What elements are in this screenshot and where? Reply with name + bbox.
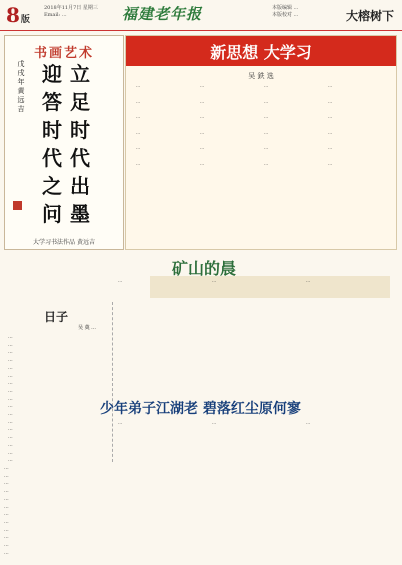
calligraphy-box: [4, 35, 124, 250]
article-2-headline: 少年弟子江湖老 碧落红尘原何寥: [100, 401, 301, 417]
column-name: 大榕树下: [345, 9, 394, 23]
article-2-col-3: ...: [306, 421, 311, 426]
seal-icon: [13, 201, 22, 210]
calligraphy-lines: [11, 60, 117, 226]
study-poster: [125, 35, 397, 250]
article-1: [118, 278, 398, 398]
editor-info: 本版编辑 ... 本版校对 ...: [272, 5, 299, 18]
calligraphy-line-2: 迎答时代之问: [42, 62, 62, 226]
poem-title: 日子: [44, 310, 69, 324]
article-1-col-1: ...: [118, 279, 123, 284]
poster-text: ... ... ... ... ... ... ... ... ... ... ... ... ... ... ... ... ... ... ... ... ... ... ... ...: [136, 84, 333, 167]
article-2-col-2: ...: [212, 421, 217, 426]
calligraphy-title: 书画艺术: [33, 46, 94, 61]
article-2-col-1: ...: [118, 421, 123, 426]
calligraphy-caption: 大学习书法作品 黄远吉: [33, 239, 95, 246]
poem-author: 吴 奠 ...: [78, 325, 96, 331]
article-2: [118, 420, 398, 562]
poster-subtitle: 吴 鉄 选: [248, 72, 274, 80]
article-1-col-3: ...: [306, 279, 311, 284]
newspaper-name: 福建老年报: [122, 5, 203, 23]
section-title: 矿山的晨: [172, 259, 237, 278]
calligraphy-side-text: 戊戌年黄远吉: [17, 60, 25, 113]
poem-body: ... ... ... ... ... ... ... ... ... ... ... ... ... ... ... ... ...: [8, 334, 13, 464]
article-1-col-2: ...: [212, 279, 217, 284]
poem-column: [4, 302, 113, 462]
page-header: [0, 0, 402, 31]
calligraphy-line-1: 立足时代出墨: [70, 62, 90, 226]
poster-headline: 新思想 大学习: [210, 43, 312, 62]
page-number: 8版: [6, 3, 30, 27]
header-info: 2018年11月7日 星期三 Email: ...: [44, 5, 98, 18]
article-2-left-text: ... ... ... ... ... ... ... ... ... ... ... ...: [4, 465, 9, 556]
